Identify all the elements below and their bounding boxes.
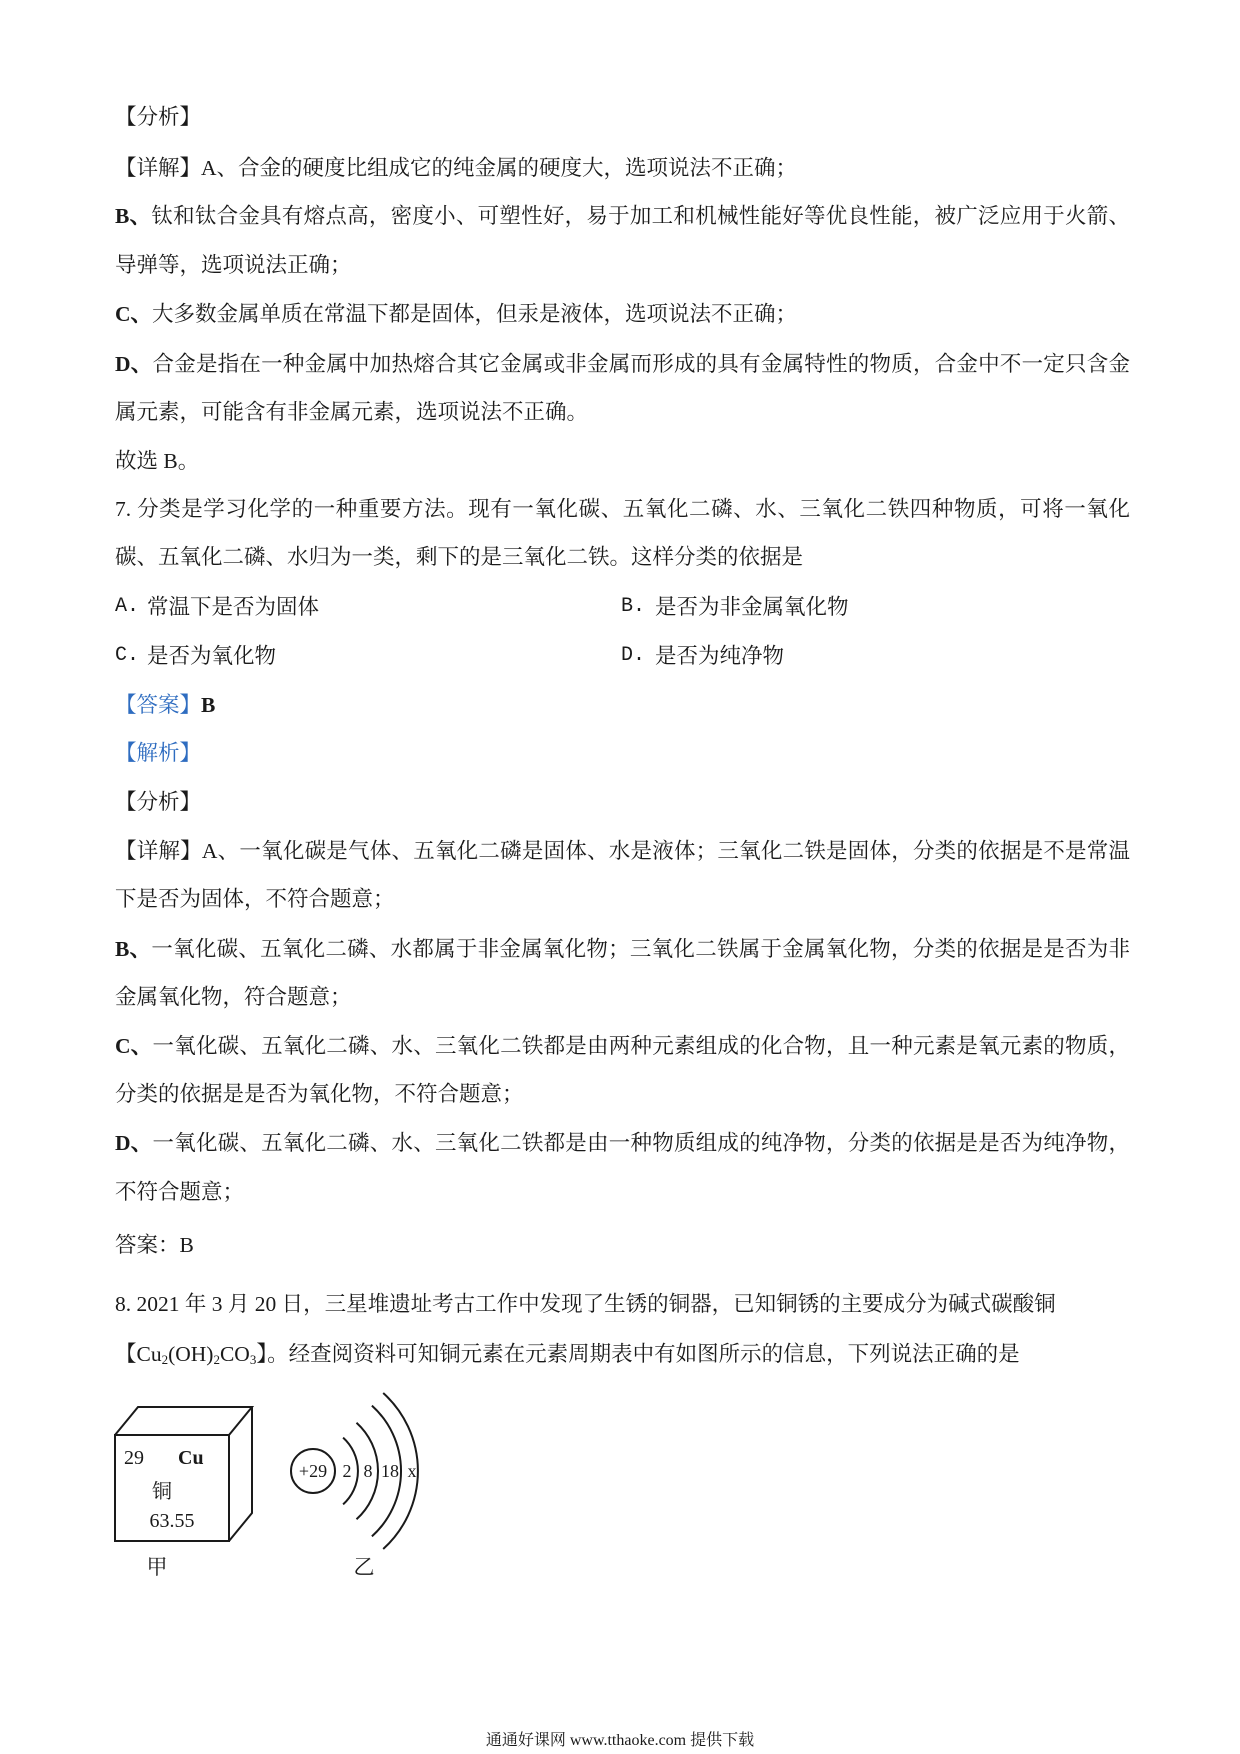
q6-detail-label: 【详解】 (115, 156, 202, 180)
q7-detail-line: 不符合题意； (115, 1180, 245, 1204)
q6-detail-line: C、大多数金属单质在常温下都是固体，但汞是液体，选项说法不正确； (115, 302, 798, 326)
q8-figure (100, 1385, 440, 1585)
q6-detail-line (115, 154, 1130, 182)
element-card-side-face (229, 1407, 252, 1541)
q7-detail-line: B、一氧化碳、五氧化二磷、水都属于非金属氧化物；三氧化二铁属于金属氧化物，分类的依据是是否为非 (115, 937, 1130, 961)
q7-detail-line: 分类的依据是是否为氧化物，不符合题意； (115, 1082, 524, 1106)
q7-stem-line: 7. 分类是学习化学的一种重要方法。现有一氧化碳、五氧化二磷、水、三氧化二铁四种物质，可将一氧化 (115, 497, 1130, 521)
q6-detail-line: 属元素，可能含有非金属元素，选项说法不正确。 (115, 400, 589, 424)
q7-analysis-heading: 【分析】 (115, 790, 202, 814)
q6-analysis-heading: 【分析】 (115, 105, 202, 129)
q7-option-d-text: 是否为纯净物 (655, 644, 785, 668)
q7-detail-line (115, 837, 1130, 865)
element-card-caption: 甲 (146, 1555, 168, 1579)
q7-answer-value: B (201, 693, 216, 717)
q6-detail-line: B、钛和钛合金具有熔点高，密度小、可塑性好，易于加工和机械性能好等优良性能，被广泛应用于火箭、 (115, 204, 1130, 228)
q8-formula (115, 1342, 267, 1366)
formula-part: (OH) (168, 1342, 214, 1366)
formula-subscript: 2 (213, 1352, 220, 1367)
shell-electron-count: 8 (363, 1461, 373, 1481)
q8-stem-line (115, 1340, 1130, 1368)
atom-structure (291, 1393, 418, 1579)
q7-detail-text: A、一氧化碳是气体、五氧化二磷是固体、水是液体；三氧化二铁是固体，分类的依据是不是常温 (201, 839, 1130, 863)
q8-stem-line: 8. 2021 年 3 月 20 日，三星堆遗址考古工作中发现了生锈的铜器，已知铜锈的主要成分为碱式碳酸铜 (115, 1292, 1056, 1316)
q7-option-a-letter: A. (115, 595, 140, 618)
q6-detail-line: D、合金是指在一种金属中加热熔合其它金属或非金属而形成的具有金属特性的物质，合金中不一定只含金 (115, 352, 1130, 376)
q6-detail-line: 导弹等，选项说法正确； (115, 253, 352, 277)
q7-answer (115, 691, 1130, 719)
element-card-top-face (115, 1407, 252, 1435)
q7-final-answer: 答案：B (115, 1233, 194, 1257)
element-atomic-number: 29 (124, 1447, 144, 1469)
q7-option-c-text: 是否为氧化物 (147, 644, 277, 668)
formula-subscript: 2 (161, 1352, 169, 1367)
q7-option-a-text: 常温下是否为固体 (147, 595, 320, 619)
q7-detail-line: D、一氧化碳、五氧化二磷、水、三氧化二铁都是由一种物质组成的纯净物，分类的依据是是否为纯净物， (115, 1131, 1130, 1155)
q6-detail-text: A、合金的硬度比组成它的纯金属的硬度大，选项说法不正确； (201, 156, 798, 180)
page-footer: 通通好课网 www.tthaoke.com 提供下载 (485, 1732, 755, 1749)
q7-detail-line: C、一氧化碳、五氧化二磷、水、三氧化二铁都是由两种元素组成的化合物，且一种元素是氧元素的物质， (115, 1034, 1130, 1058)
formula-part: 【Cu (115, 1342, 162, 1366)
q7-explanation-label: 【解析】 (115, 741, 202, 765)
q7-stem-line: 碳、五氧化二磷、水归为一类，剩下的是三氧化二铁。这样分类的依据是 (115, 545, 804, 569)
element-name: 铜 (152, 1481, 172, 1503)
q7-detail-line: 下是否为固体，不符合题意； (115, 887, 395, 911)
formula-part: 】 (256, 1342, 268, 1366)
q7-answer-label: 【答案】 (115, 693, 202, 717)
q6-conclusion: 故选 B。 (115, 449, 200, 473)
nucleus-charge: +29 (298, 1461, 328, 1481)
q7-option-b-text: 是否为非金属氧化物 (655, 595, 849, 619)
formula-part: CO (219, 1342, 250, 1366)
q8-stem-text: 。经查阅资料可知铜元素在元素周期表中有如图所示的信息，下列说法正确的是 (267, 1342, 1020, 1366)
q7-option-b-letter: B. (621, 595, 646, 618)
atom-structure-caption: 乙 (353, 1555, 375, 1579)
q7-detail-line: 金属氧化物，符合题意； (115, 985, 352, 1009)
q7-option-d-letter: D. (621, 644, 646, 667)
element-atomic-mass: 63.55 (149, 1510, 195, 1532)
q7-detail-label: 【详解】 (115, 839, 202, 863)
shell-electron-count: x (407, 1461, 417, 1481)
q7-option-c-letter: C. (115, 644, 140, 667)
element-symbol: Cu (178, 1447, 204, 1469)
shell-electron-count: 18 (381, 1461, 399, 1481)
formula-subscript: 3 (249, 1352, 257, 1367)
shell-electron-count: 2 (342, 1461, 352, 1481)
